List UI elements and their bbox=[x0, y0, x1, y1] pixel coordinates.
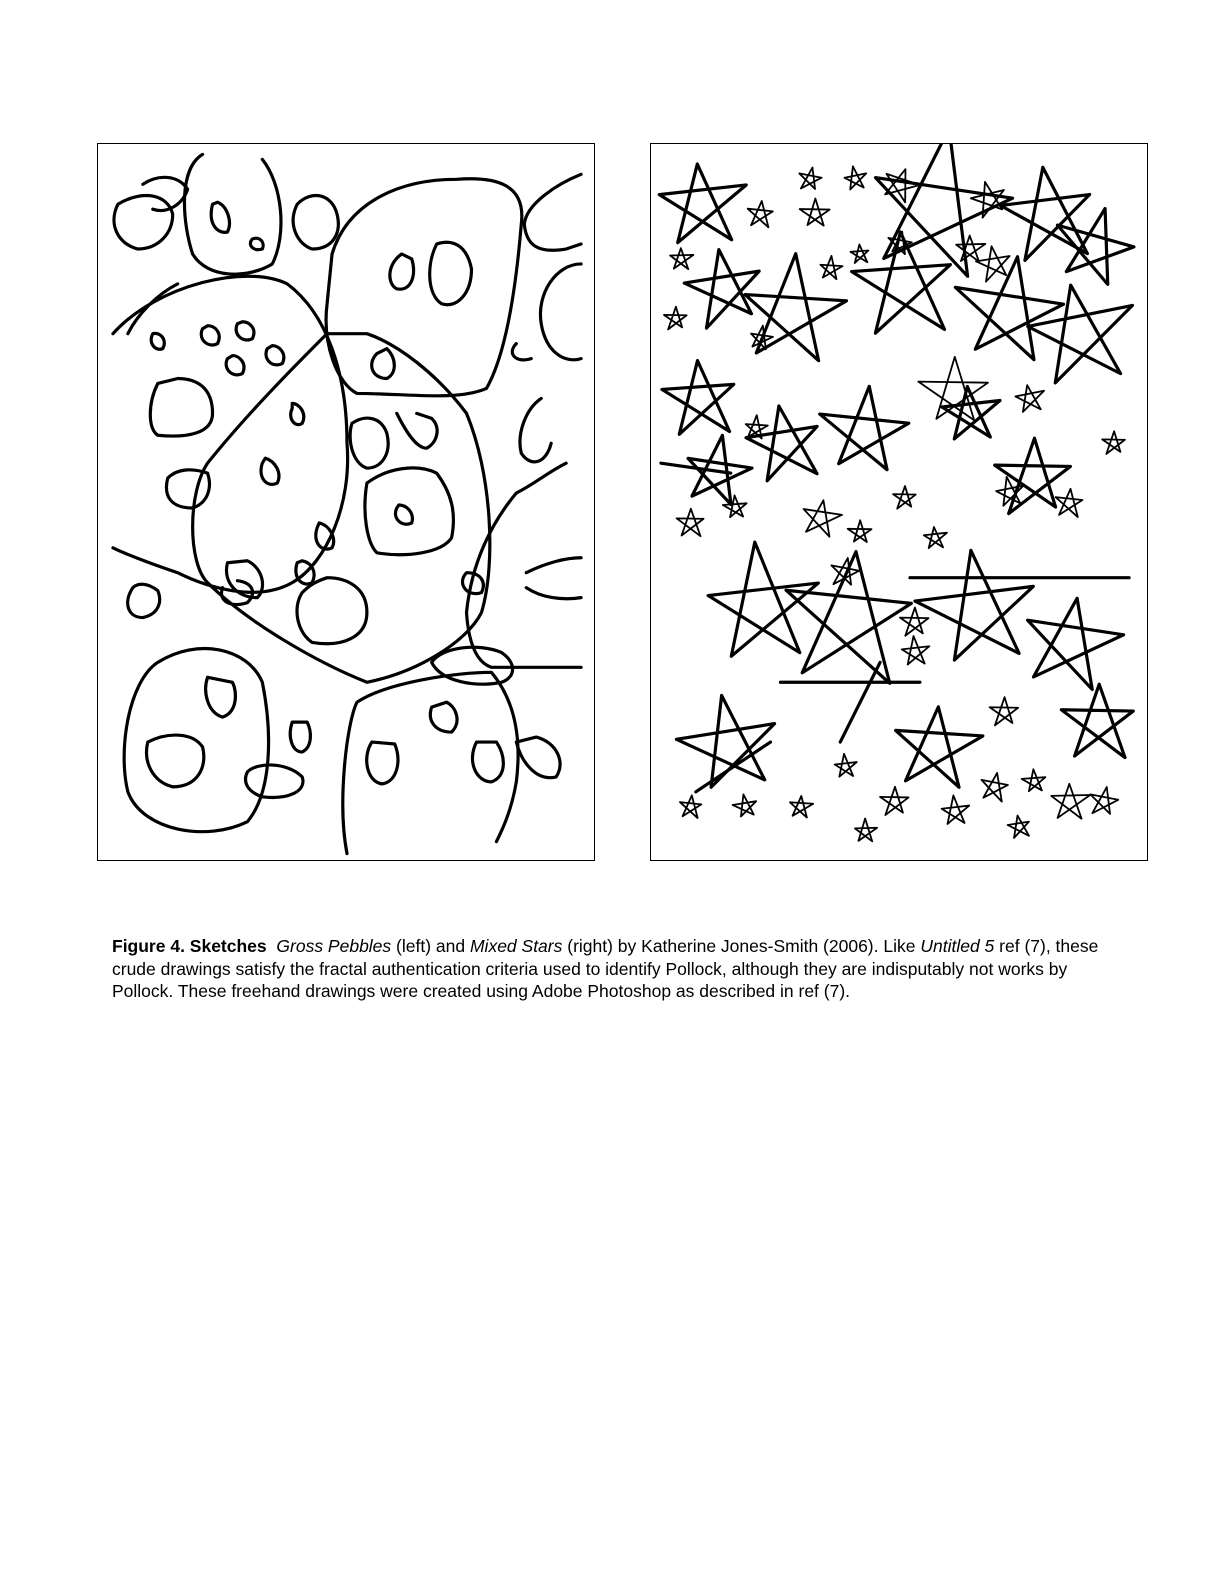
star-stroke bbox=[1015, 385, 1044, 412]
star-stroke bbox=[1061, 684, 1133, 757]
star-stroke bbox=[748, 201, 773, 227]
figure-label: Figure 4. Sketches bbox=[112, 936, 267, 956]
star-stroke bbox=[924, 527, 947, 548]
star-stroke bbox=[684, 250, 759, 329]
star-stroke bbox=[855, 819, 877, 842]
star-stroke bbox=[971, 182, 1004, 218]
stray-stroke bbox=[696, 682, 920, 792]
artwork-title-left: Gross Pebbles bbox=[276, 936, 392, 956]
star-stroke bbox=[1051, 784, 1090, 819]
star-stroke bbox=[880, 787, 908, 815]
star-stroke bbox=[845, 166, 867, 189]
star-stroke bbox=[875, 144, 1012, 276]
figure-right-mixed-stars bbox=[650, 143, 1148, 861]
star-stroke bbox=[981, 773, 1007, 802]
star-stroke bbox=[915, 550, 1033, 660]
star-stroke bbox=[733, 794, 757, 816]
stars-drawing bbox=[651, 144, 1147, 860]
stray-stroke bbox=[840, 662, 880, 742]
star-stroke bbox=[1090, 787, 1118, 814]
star-stroke bbox=[942, 795, 970, 823]
figure-left-gross-pebbles bbox=[97, 143, 595, 861]
star-stroke bbox=[893, 486, 916, 509]
star-stroke bbox=[820, 386, 909, 469]
star-stroke bbox=[1028, 598, 1124, 689]
star-stroke bbox=[896, 707, 983, 787]
referenced-work-title: Untitled 5 bbox=[920, 936, 995, 956]
artwork-title-right: Mixed Stars bbox=[469, 936, 563, 956]
star-stroke bbox=[1022, 769, 1046, 791]
star-stroke bbox=[835, 754, 857, 777]
star-stroke bbox=[1102, 431, 1125, 454]
star-stroke bbox=[956, 236, 985, 262]
star-stroke bbox=[790, 796, 813, 818]
star-stroke bbox=[786, 552, 911, 684]
star-stroke bbox=[677, 509, 704, 536]
star-stroke bbox=[848, 520, 872, 542]
star-stroke bbox=[820, 256, 842, 279]
caption-text-left: (left) and bbox=[396, 936, 466, 956]
star-stroke bbox=[800, 199, 830, 226]
star-stroke bbox=[670, 248, 693, 269]
star-stroke bbox=[955, 257, 1063, 360]
star-stroke bbox=[664, 307, 687, 330]
star-stroke bbox=[976, 246, 1010, 281]
star-stroke bbox=[1008, 816, 1029, 838]
pebbles-drawing bbox=[98, 144, 594, 860]
star-stroke bbox=[902, 636, 930, 664]
star-stroke bbox=[680, 795, 701, 818]
star-stroke bbox=[900, 608, 928, 636]
star-stroke bbox=[659, 164, 746, 243]
star-stroke bbox=[990, 697, 1018, 725]
star-stroke bbox=[850, 245, 868, 263]
star-stroke bbox=[662, 361, 734, 435]
caption-text-rest: ref (7), these crude drawings satisfy the fractal authentication criteria used to identify Pollock, although they are indisputably not works by Pollock. These freehand drawings were created using Adobe Photoshop as described in ref (7). bbox=[112, 936, 1099, 1001]
caption-text-mid: (right) by Katherine Jones-Smith (2006). Like bbox=[567, 936, 916, 956]
star-stroke bbox=[804, 500, 842, 536]
star-stroke bbox=[708, 542, 818, 656]
figure-caption bbox=[112, 935, 1117, 1003]
star-stroke bbox=[831, 558, 859, 585]
star-stroke bbox=[799, 168, 821, 189]
star-stroke bbox=[1056, 489, 1083, 517]
